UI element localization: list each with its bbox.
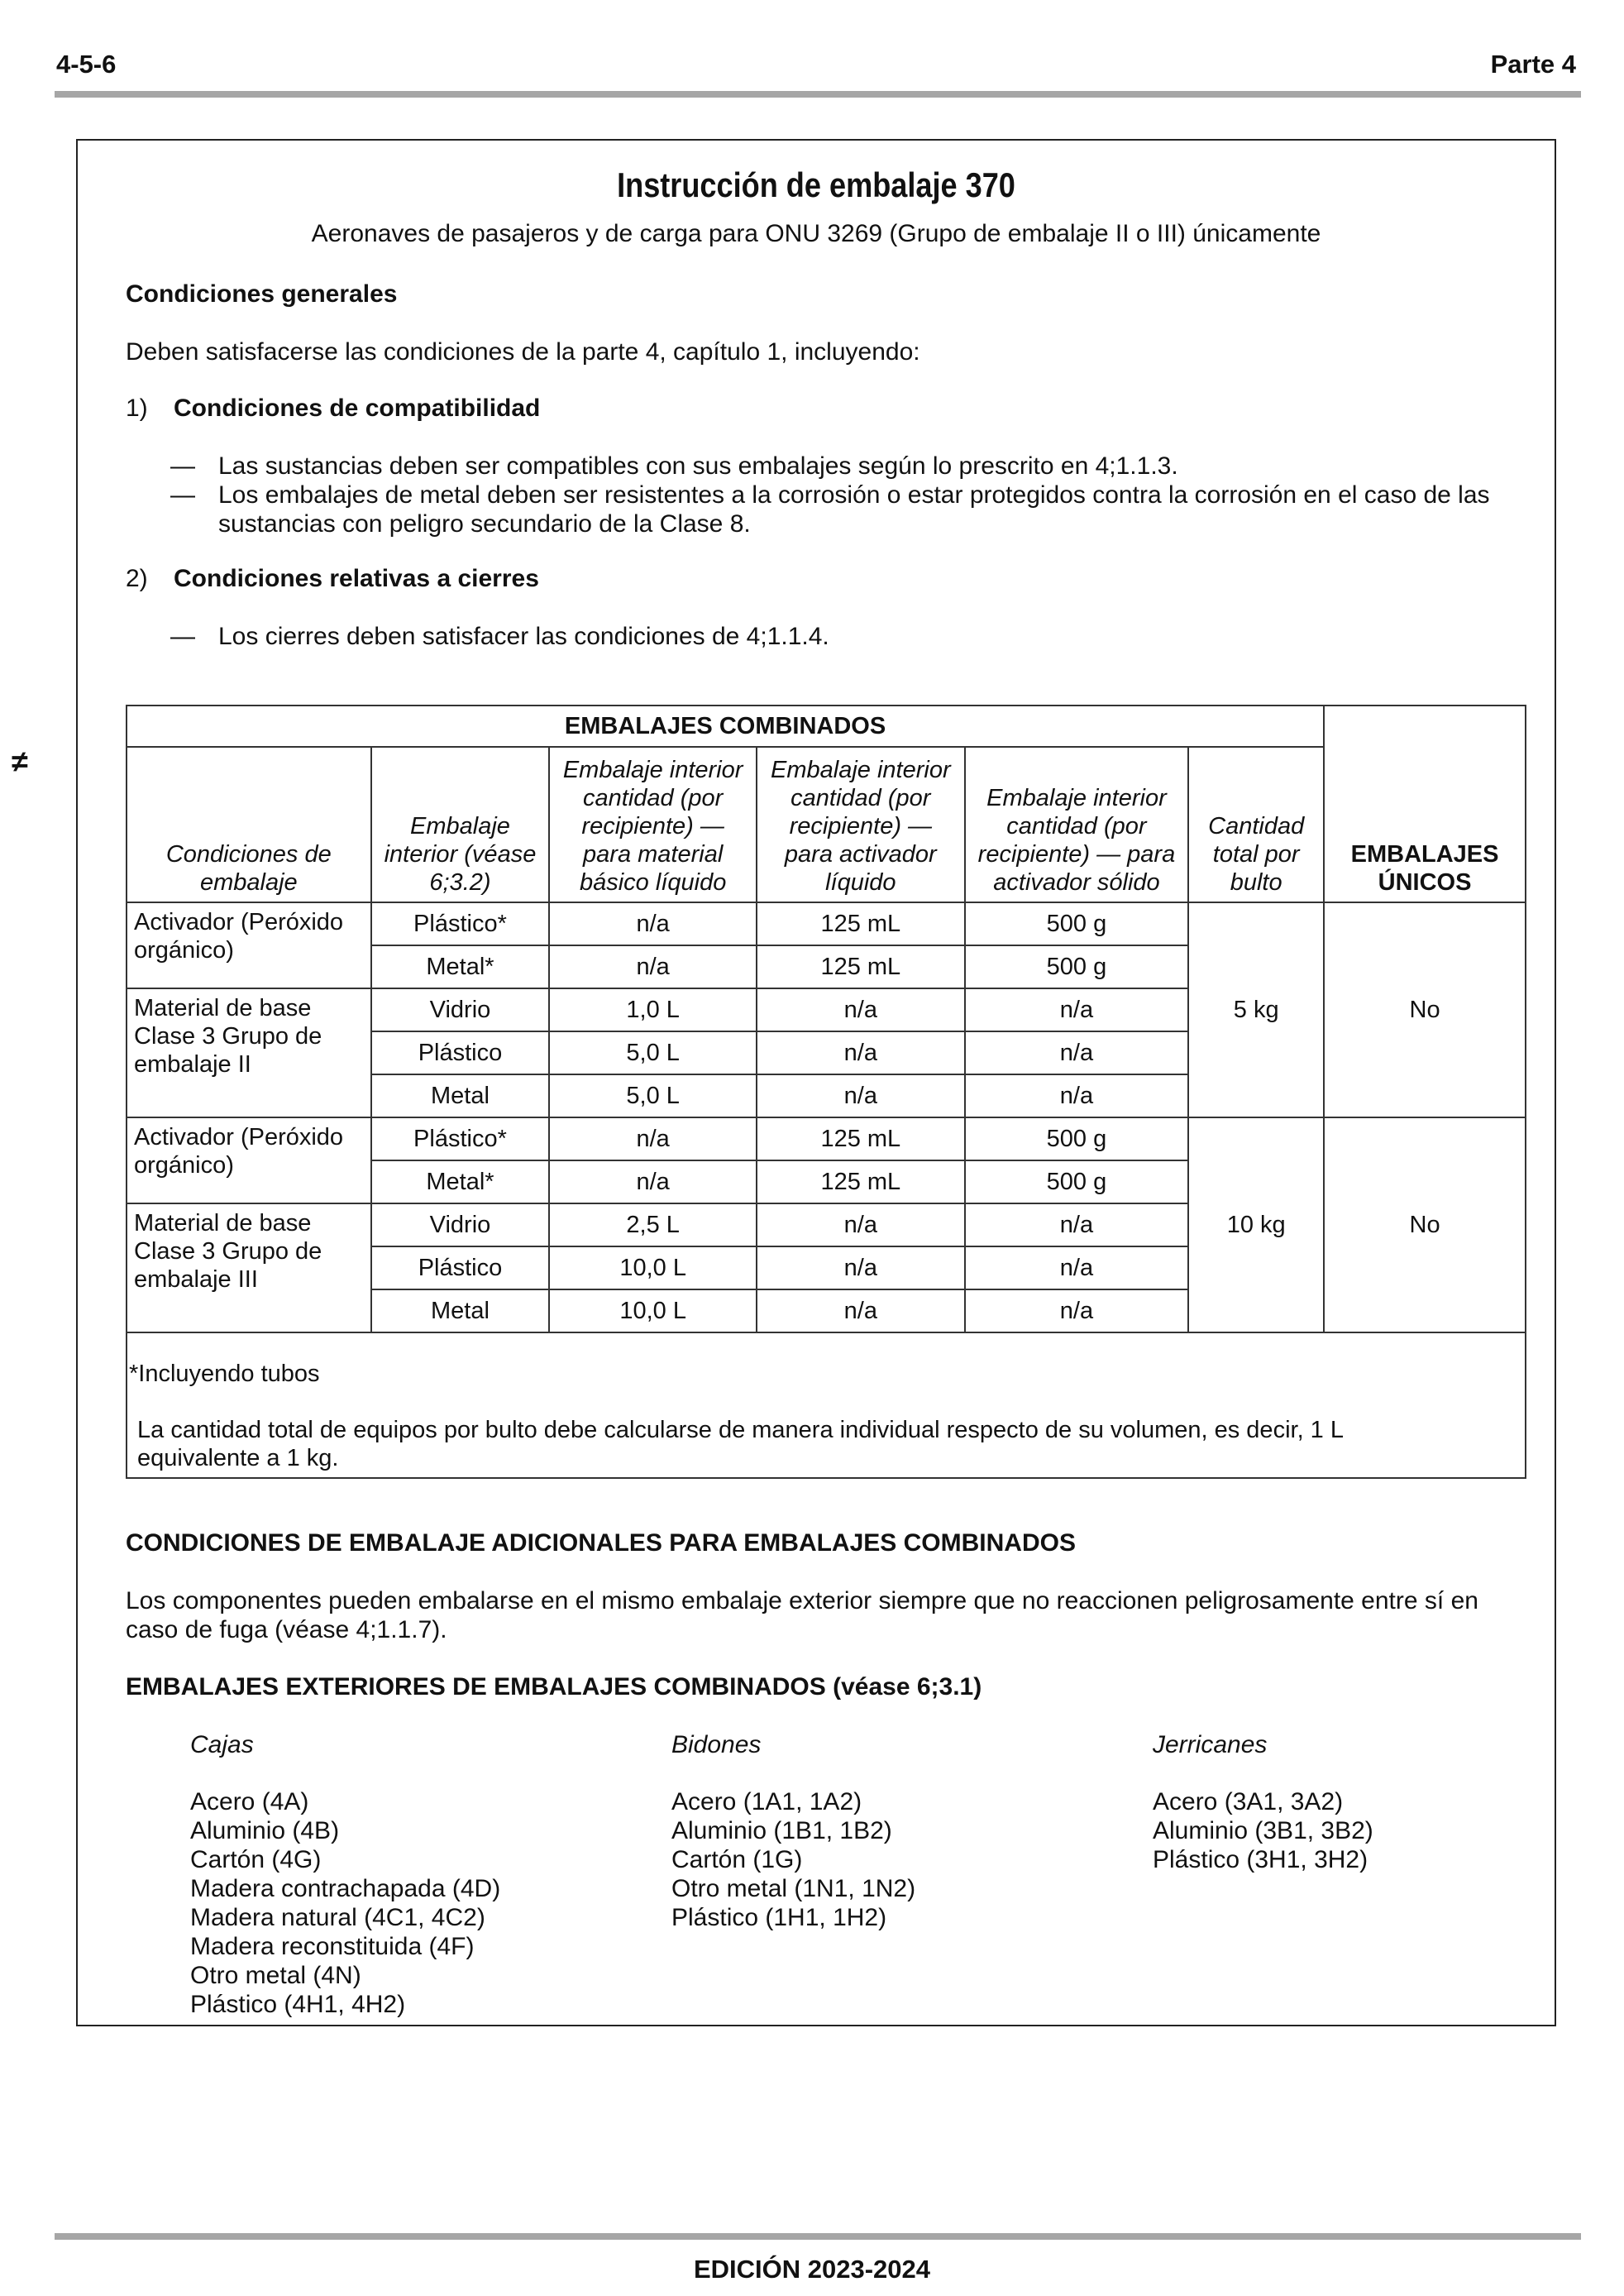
- col-header-liquid: Embalaje interior cantidad (por recipiente) — para activador líquido: [757, 747, 965, 902]
- list-item: Plástico (4H1, 4H2): [190, 1991, 406, 2018]
- total-quantity: 10 kg: [1188, 1117, 1324, 1332]
- list-item: Acero (1A1, 1A2): [671, 1788, 862, 1815]
- section-number: 2): [126, 565, 148, 592]
- section-1-list: [170, 452, 1526, 538]
- section-number: 1): [126, 395, 148, 422]
- section-title: Condiciones de compatibilidad: [174, 395, 541, 422]
- part-label: Parte 4: [1490, 50, 1576, 79]
- total-quantity: 5 kg: [1188, 902, 1324, 1117]
- col-header-conditions: Condiciones de embalaje: [127, 747, 371, 902]
- list-item: Aluminio (4B): [190, 1817, 340, 1844]
- change-mark: ≠: [12, 744, 28, 778]
- col-header-total: Cantidad total por bulto: [1188, 747, 1324, 902]
- dash-bullet: —: [170, 623, 195, 650]
- table-row: Plástico 10,0 L n/a n/a: [127, 1246, 1526, 1289]
- footnote: *Incluyendo tubos: [129, 1361, 320, 1387]
- general-intro: Deben satisfacerse las condiciones de la parte 4, capítulo 1, incluyendo:: [126, 338, 920, 366]
- additional-text: Los componentes pueden embalarse en el mismo embalaje exterior siempre que no reaccionen peligrosamente entre sí en caso de fuga (véase 4;1.1.7).: [126, 1587, 1478, 1643]
- combined-header: EMBALAJES COMBINADOS: [127, 706, 1324, 747]
- col-header-base: Embalaje interior cantidad (por recipiente) — para material básico líquido: [549, 747, 757, 902]
- dash-bullet: —: [170, 452, 195, 480]
- section-1-heading: [126, 394, 1523, 423]
- single-value: No: [1324, 902, 1526, 1117]
- list-item: — Las sustancias deben ser compatibles con sus embalajes según lo prescrito en 4;1.1.3.: [170, 452, 1178, 480]
- edition-footer: EDICIÓN 2023-2024: [693, 2255, 931, 2284]
- footer-rule: [55, 2233, 1581, 2240]
- table-row: Plástico 5,0 L n/a n/a: [127, 1031, 1526, 1074]
- table-row: Activador (Peróxido orgánico) Plástico* n/a 125 mL 500 g 5 kg No: [127, 902, 1526, 945]
- column-title: Jerricanes: [1153, 1731, 1268, 1758]
- table-row: Metal* n/a 125 mL 500 g: [127, 945, 1526, 988]
- table-row: Material de base Clase 3 Grupo de embalaje II Vidrio 1,0 L n/a n/a: [127, 988, 1526, 1031]
- page-subtitle: Aeronaves de pasajeros y de carga para ONU 3269 (Grupo de embalaje II o III) únicamente: [311, 220, 1321, 247]
- quantity-note: La cantidad total de equipos por bulto debe calcularse de manera individual respecto de su volumen, es decir, 1 L equivalente a 1 kg.: [137, 1417, 1343, 1471]
- list-item: Otro metal (1N1, 1N2): [671, 1875, 916, 1902]
- list-item: Cartón (1G): [671, 1846, 803, 1873]
- table-row: Metal 5,0 L n/a n/a: [127, 1074, 1526, 1117]
- page-number: 4-5-6: [56, 50, 117, 79]
- list-item: Plástico (3H1, 3H2): [1153, 1846, 1368, 1873]
- outer-column-jerricans: [1153, 1730, 1373, 1874]
- section-title: Condiciones relativas a cierres: [174, 565, 539, 592]
- list-item: Acero (3A1, 3A2): [1153, 1788, 1344, 1815]
- list-item: Madera contrachapada (4D): [190, 1875, 501, 1902]
- condition-label: Material de base Clase 3 Grupo de embalaje III: [127, 1203, 371, 1332]
- list-item: Otro metal (4N): [190, 1962, 361, 1989]
- outer-column-boxes: [190, 1730, 500, 2019]
- outer-column-drums: [671, 1730, 915, 1932]
- col-header-solid: Embalaje interior cantidad (por recipiente) — para activador sólido: [965, 747, 1189, 902]
- table-row: Activador (Peróxido orgánico) Plástico* n/a 125 mL 500 g 10 kg No: [127, 1117, 1526, 1160]
- column-title: Bidones: [671, 1731, 762, 1758]
- list-item: Acero (4A): [190, 1788, 309, 1815]
- table-row: Metal* n/a 125 mL 500 g: [127, 1160, 1526, 1203]
- additional-heading: CONDICIONES DE EMBALAJE ADICIONALES PARA EMBALAJES COMBINADOS: [126, 1529, 1076, 1557]
- section-2-heading: [126, 564, 1523, 593]
- dash-bullet: —: [170, 481, 195, 509]
- list-item: Cartón (4G): [190, 1846, 322, 1873]
- general-heading: Condiciones generales: [126, 280, 398, 308]
- list-item: Madera natural (4C1, 4C2): [190, 1904, 485, 1931]
- condition-label: Activador (Peróxido orgánico): [127, 1117, 371, 1203]
- table-notes: [127, 1332, 1526, 1478]
- page-title: Instrucción de embalaje 370: [617, 165, 1015, 204]
- col-header-inner: Embalaje interior (véase 6;3.2): [371, 747, 550, 902]
- condition-label: Activador (Peróxido orgánico): [127, 902, 371, 988]
- outer-heading: EMBALAJES EXTERIORES DE EMBALAJES COMBINADOS (véase 6;3.1): [126, 1673, 982, 1700]
- list-item: Madera reconstituida (4F): [190, 1933, 475, 1960]
- list-item: Plástico (1H1, 1H2): [671, 1904, 887, 1931]
- section-2-list: [170, 622, 1526, 651]
- list-item: Aluminio (3B1, 3B2): [1153, 1817, 1373, 1844]
- list-item: Aluminio (1B1, 1B2): [671, 1817, 892, 1844]
- header-rule: [55, 91, 1581, 98]
- list-item: — Los cierres deben satisfacer las condiciones de 4;1.1.4.: [170, 623, 829, 650]
- packing-table: [126, 705, 1526, 1479]
- single-value: No: [1324, 1117, 1526, 1332]
- list-item: — Los embalajes de metal deben ser resistentes a la corrosión o estar protegidos contra la corrosión en el caso de las sustancias con peligro secundario de la Clase 8.: [170, 481, 1490, 538]
- condition-label: Material de base Clase 3 Grupo de embalaje II: [127, 988, 371, 1117]
- single-header: EMBALAJES ÚNICOS: [1324, 706, 1526, 902]
- table-row: Material de base Clase 3 Grupo de embalaje III Vidrio 2,5 L n/a n/a: [127, 1203, 1526, 1246]
- table-row: Metal 10,0 L n/a n/a: [127, 1289, 1526, 1332]
- column-title: Cajas: [190, 1731, 254, 1758]
